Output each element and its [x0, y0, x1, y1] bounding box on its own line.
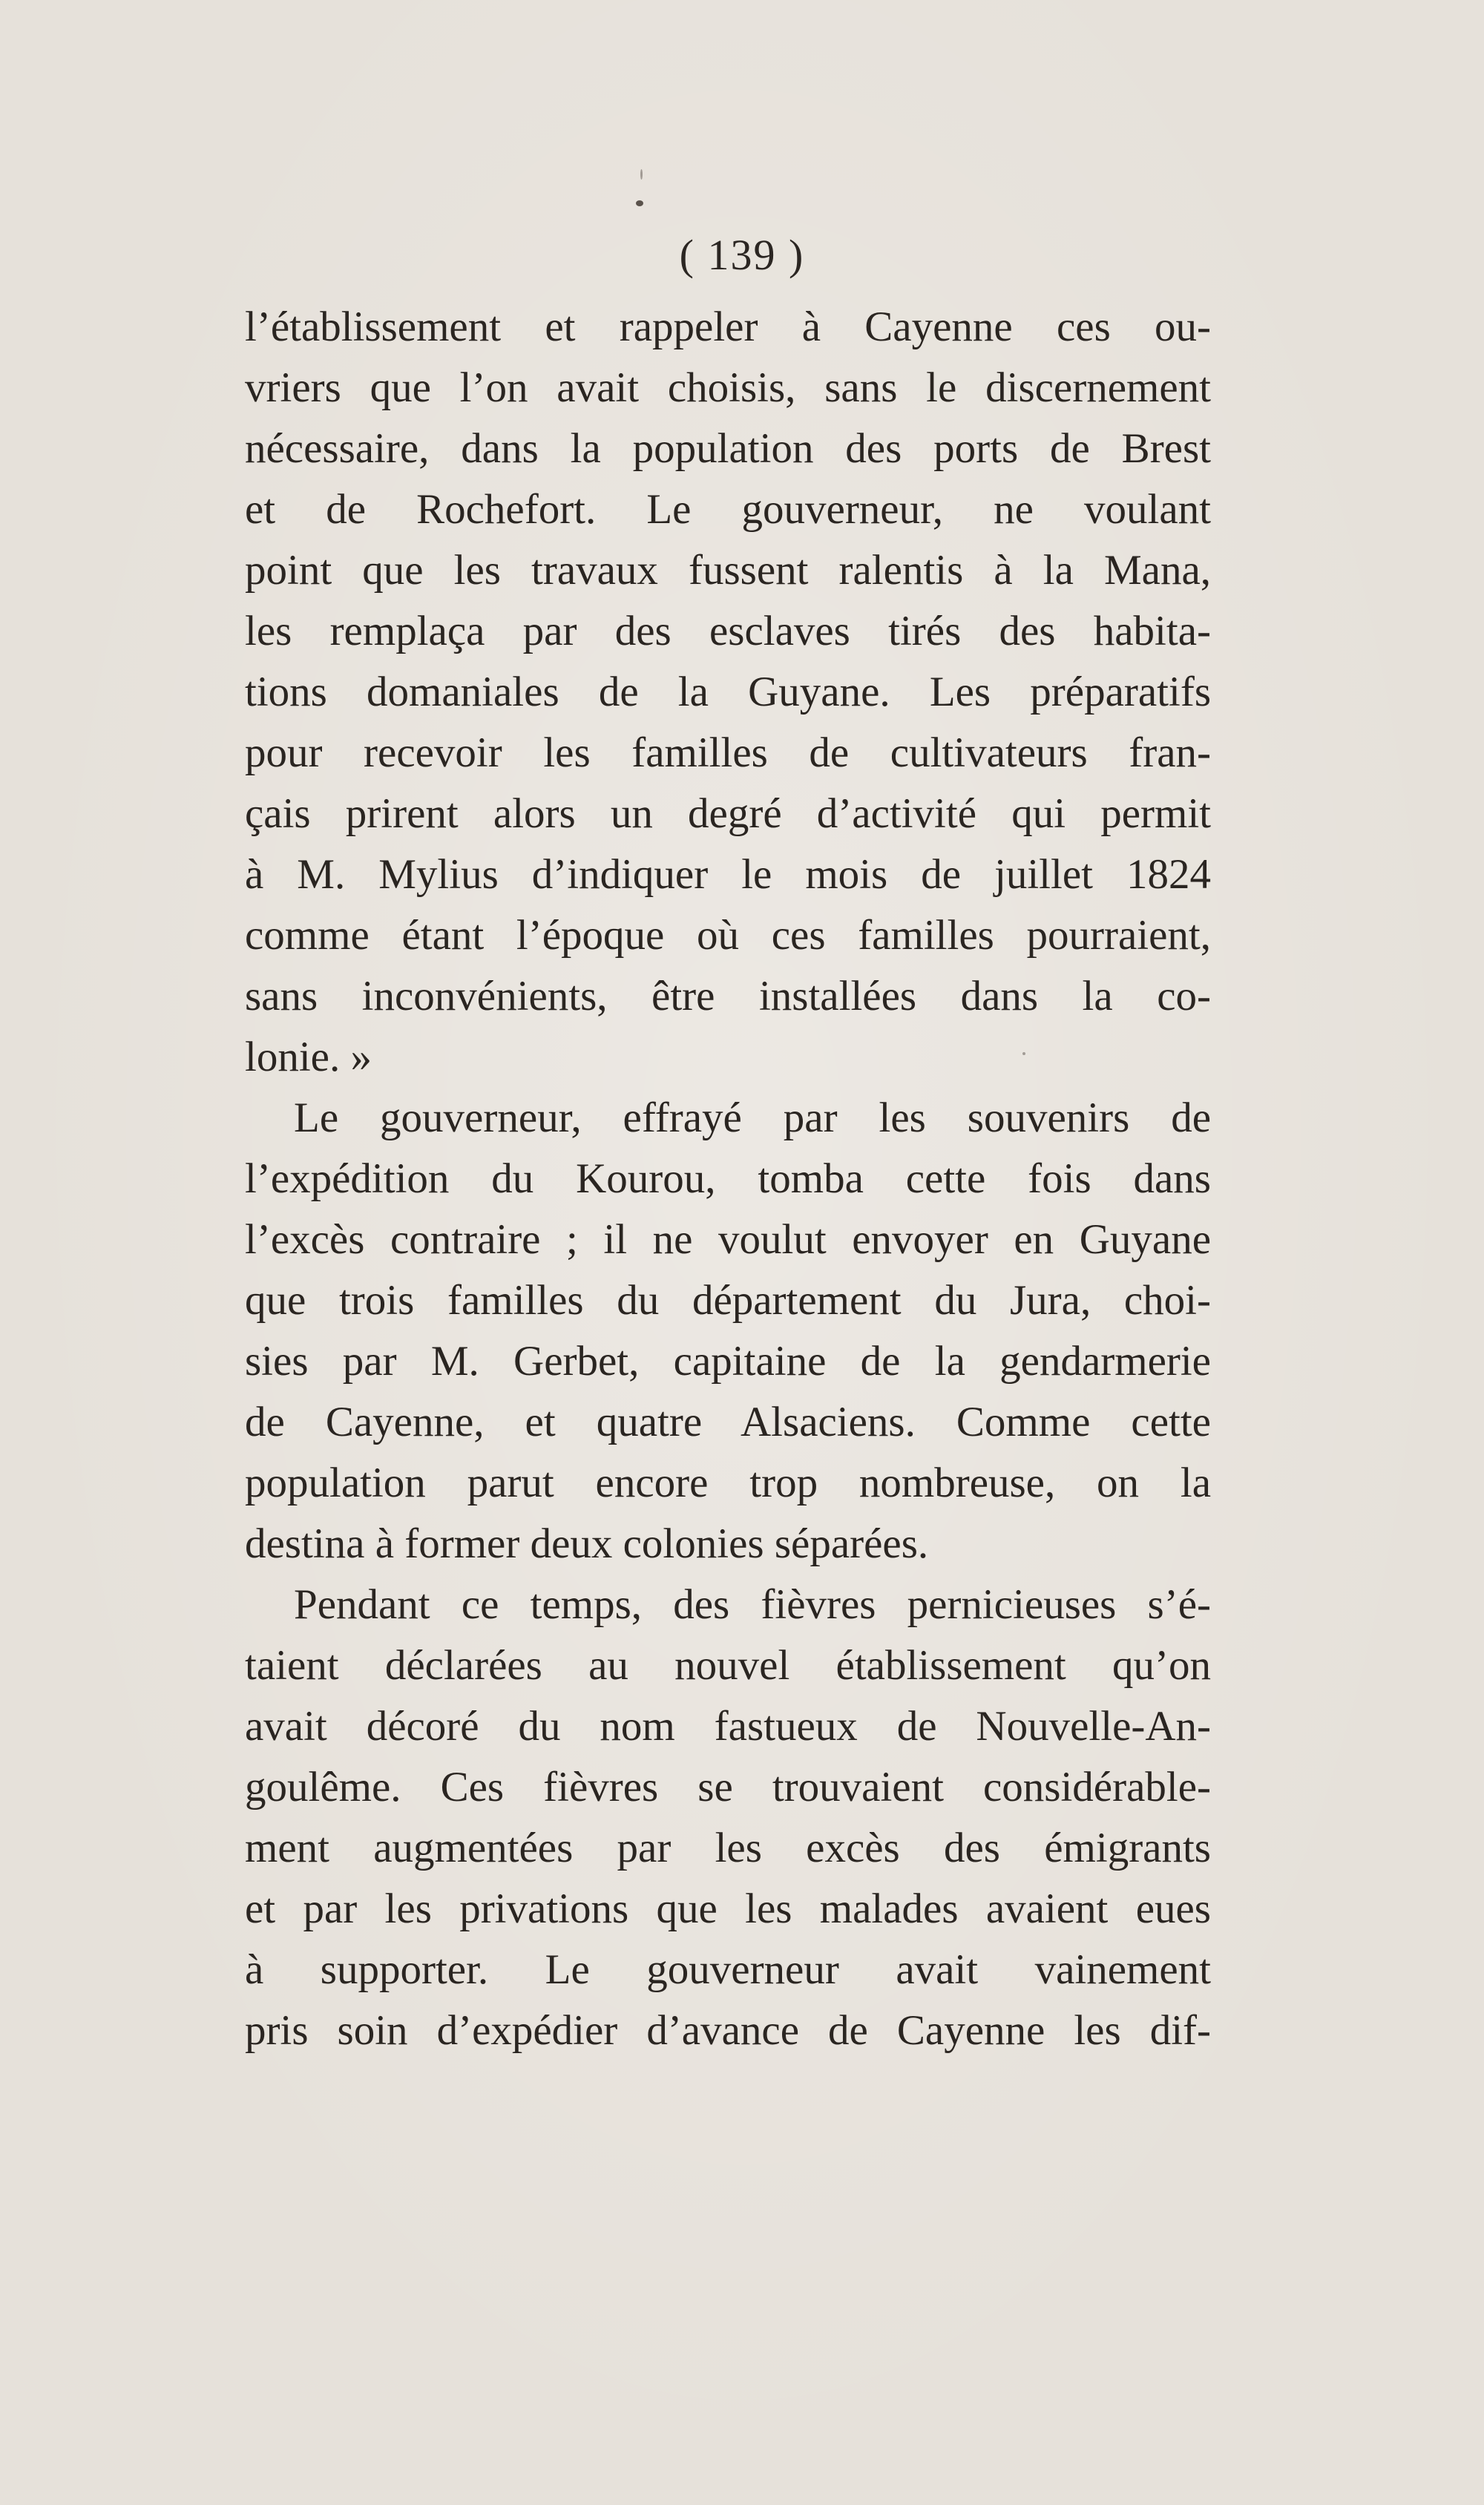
text-line: Pendant ce temps, des fièvres pernicieuses s’é- — [294, 1581, 1211, 1628]
text-line: point que les travaux fussent ralentis à la Mana, — [245, 547, 1211, 594]
text-line: lonie. » — [245, 1034, 372, 1080]
text-line: à supporter. Le gouverneur avait vainement — [245, 1946, 1211, 1993]
text-line: sans inconvénients, être installées dans la co- — [245, 973, 1211, 1020]
text-line: pris soin d’expédier d’avance de Cayenne les dif- — [245, 2007, 1211, 2054]
paragraph — [245, 1088, 1211, 1575]
text-line: l’établissement et rappeler à Cayenne ces ou- — [245, 303, 1211, 350]
text-line: Le gouverneur, effrayé par les souvenirs de — [294, 1094, 1211, 1141]
text-line: avait décoré du nom fastueux de Nouvelle-An- — [245, 1703, 1211, 1750]
text-line: vriers que l’on avait choisis, sans le discernement — [245, 364, 1211, 411]
text-line: et par les privations que les malades avaient eues — [245, 1885, 1211, 1932]
text-line: de Cayenne, et quatre Alsaciens. Comme cette — [245, 1399, 1211, 1445]
paragraph — [245, 1575, 1211, 2061]
text-line: nécessaire, dans la population des ports de Brest — [245, 425, 1211, 472]
text-line: que trois familles du département du Jura, choi- — [245, 1277, 1211, 1324]
text-line: et de Rochefort. Le gouverneur, ne voulant — [245, 486, 1211, 533]
paragraph — [245, 297, 1211, 1088]
text-line: à M. Mylius d’indiquer le mois de juillet 1824 — [245, 851, 1211, 898]
text-line: l’expédition du Kourou, tomba cette fois dans — [245, 1155, 1211, 1202]
text-line: sies par M. Gerbet, capitaine de la gendarmerie — [245, 1338, 1211, 1385]
text-line: destina à former deux colonies séparées. — [245, 1520, 929, 1567]
text-line: les remplaça par des esclaves tirés des habita- — [245, 608, 1211, 654]
text-line: goulême. Ces fièvres se trouvaient considérable- — [245, 1764, 1211, 1810]
text-line: ment augmentées par les excès des émigrants — [245, 1825, 1211, 1871]
text-line: population parut encore trop nombreuse, on la — [245, 1460, 1211, 1506]
text-line: pour recevoir les familles de cultivateurs fran- — [245, 729, 1211, 776]
text-line: comme étant l’époque où ces familles pourraient, — [245, 912, 1211, 959]
ink-speck — [640, 169, 643, 180]
page-number: ( 139 ) — [679, 231, 805, 279]
text-line: çais prirent alors un degré d’activité qui permit — [245, 790, 1211, 837]
body-text — [245, 297, 1211, 2061]
text-line: l’excès contraire ; il ne voulut envoyer en Guyane — [245, 1216, 1211, 1263]
ink-speck — [636, 200, 643, 206]
text-line: tions domaniales de la Guyane. Les préparatifs — [245, 669, 1211, 715]
text-line: taient déclarées au nouvel établissement qu’on — [245, 1642, 1211, 1689]
